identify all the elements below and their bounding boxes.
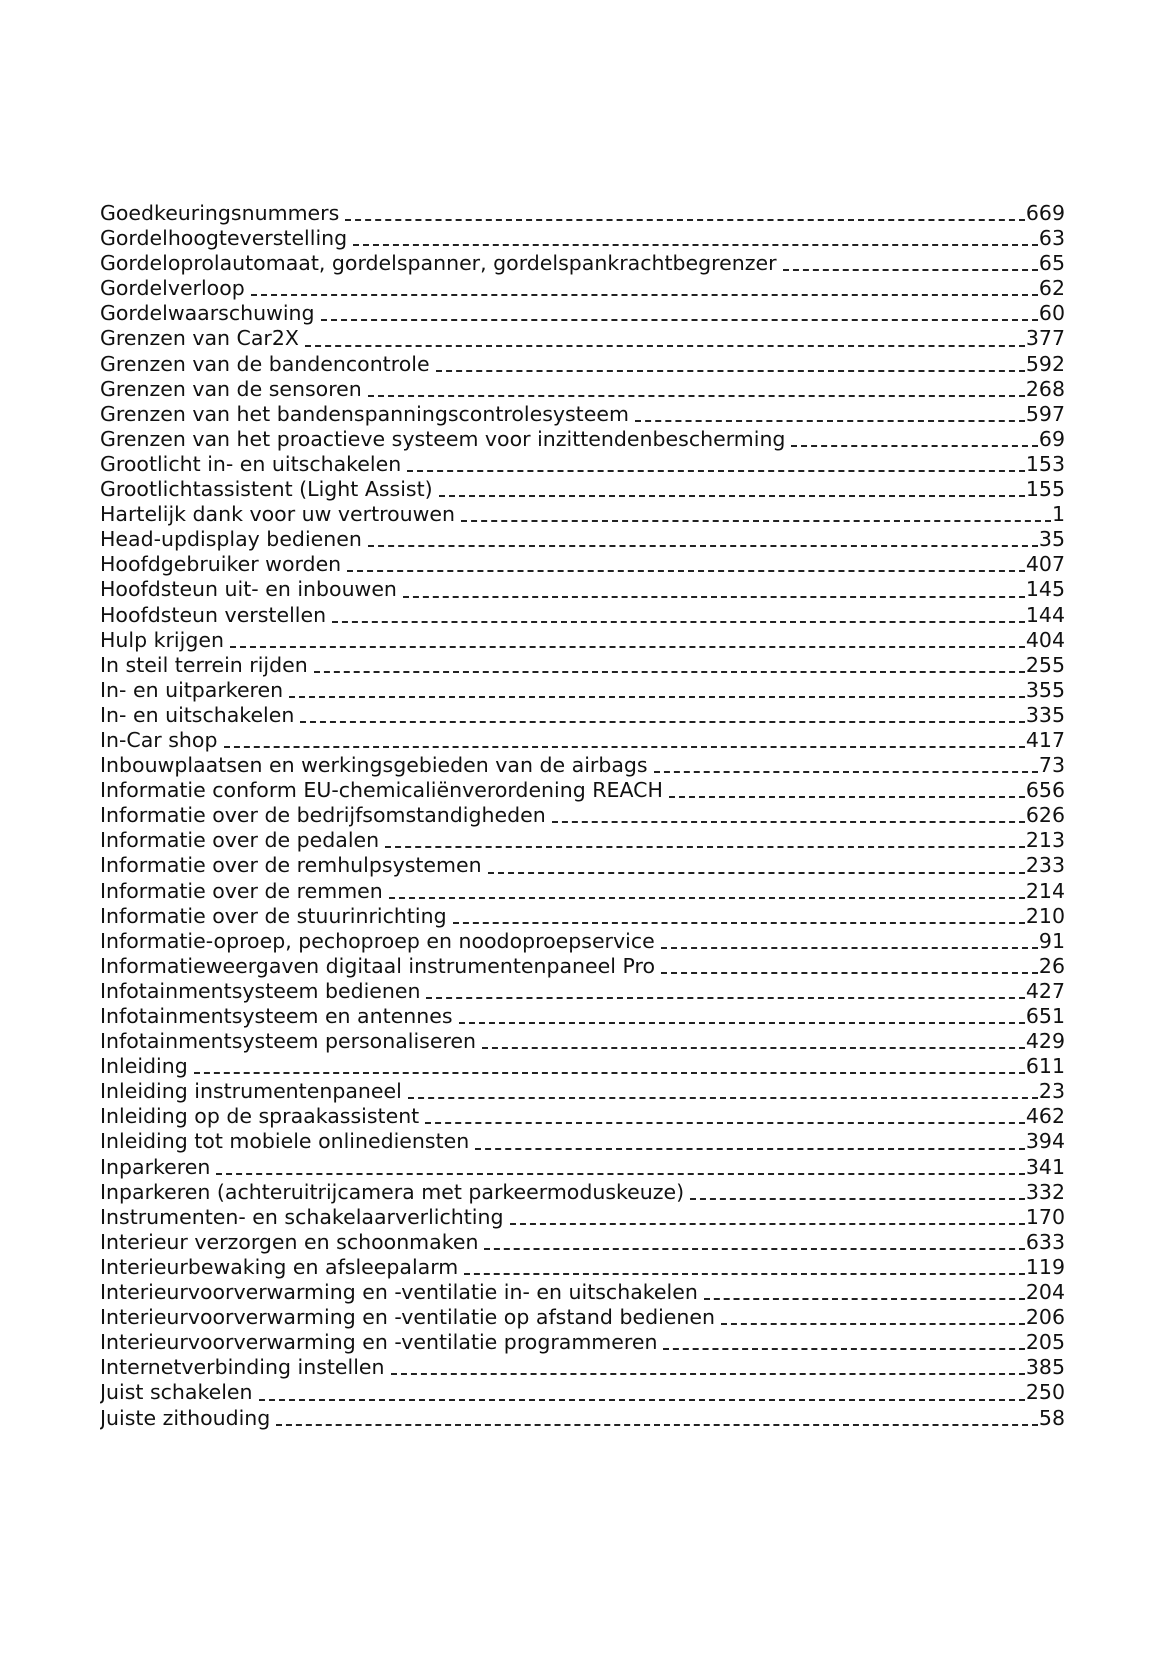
index-entry[interactable] <box>100 377 1065 402</box>
entry-page: 1 <box>1051 502 1065 527</box>
entry-page: 145 <box>1025 577 1065 602</box>
entry-page: 656 <box>1025 778 1065 803</box>
dot-leader <box>654 770 1038 773</box>
entry-term: Infotainmentsysteem en antennes <box>100 1004 453 1028</box>
dot-leader <box>783 268 1038 271</box>
entry-term: Hoofdsteun uit- en inbouwen <box>100 577 397 602</box>
index-entry[interactable] <box>100 1129 1065 1154</box>
entry-term: Gordelwaarschuwing <box>100 301 315 326</box>
index-entry[interactable] <box>100 276 1065 301</box>
entry-term: Inbouwplaatsen en werkingsgebieden van de airbags <box>100 753 648 778</box>
entry-term: Informatie conform EU-chemicaliënverordening REACH <box>100 778 663 803</box>
entry-page: 268 <box>1025 376 1065 401</box>
dot-leader <box>552 820 1025 823</box>
dot-leader <box>194 1071 1025 1074</box>
entry-term: Gordeloprolautomaat, gordelspanner, gordelspankrachtbegrenzer <box>100 251 777 276</box>
dot-leader <box>321 318 1038 321</box>
entry-page: 633 <box>1025 1229 1065 1254</box>
entry-page: 73 <box>1038 753 1065 778</box>
dot-leader <box>661 946 1038 949</box>
entry-page: 119 <box>1025 1254 1065 1279</box>
dot-leader <box>453 921 1025 924</box>
entry-page: 377 <box>1025 326 1065 351</box>
dot-leader <box>459 1021 1025 1024</box>
dot-leader <box>216 1172 1024 1175</box>
entry-term: Goedkeuringsnummers <box>100 201 340 225</box>
entry-term: In- en uitparkeren <box>100 677 284 702</box>
entry-term: Interieurvoorverwarming en -ventilatie in- en uitschakelen <box>100 1280 698 1305</box>
index-entry[interactable] <box>100 1155 1065 1180</box>
entry-term: Interieurvoorverwarming en -ventilatie op afstand bedienen <box>100 1305 715 1330</box>
entry-term: In steil terrein rijden <box>100 652 308 677</box>
entry-term: Informatieweergaven digitaal instrumentenpaneel Pro <box>100 953 655 978</box>
entry-page: 23 <box>1038 1079 1065 1104</box>
entry-page: 626 <box>1025 803 1065 828</box>
entry-term: Grenzen van de sensoren <box>100 376 362 401</box>
entry-term: In- en uitschakelen <box>100 702 295 727</box>
index-entry[interactable] <box>100 728 1065 753</box>
index-entry[interactable] <box>100 929 1065 954</box>
entry-page: 210 <box>1025 903 1065 928</box>
dot-leader <box>332 620 1025 623</box>
entry-term: Grenzen van de bandencontrole <box>100 351 430 376</box>
entry-term: Hoofdsteun verstellen <box>100 602 327 627</box>
entry-page: 58 <box>1038 1405 1065 1430</box>
entry-term: Informatie over de remmen <box>100 878 383 903</box>
entry-page: 233 <box>1025 853 1065 878</box>
entry-page: 65 <box>1038 251 1065 276</box>
entry-page: 385 <box>1025 1355 1065 1380</box>
entry-page: 60 <box>1038 301 1065 326</box>
index-list <box>100 201 1065 1431</box>
dot-leader <box>436 369 1025 372</box>
index-entry[interactable] <box>100 904 1065 929</box>
index-entry[interactable] <box>100 352 1065 377</box>
index-entry[interactable] <box>100 628 1065 653</box>
entry-page: 417 <box>1025 727 1065 752</box>
index-entry[interactable] <box>100 226 1065 251</box>
dot-leader <box>425 1121 1025 1124</box>
dot-leader <box>224 745 1025 748</box>
entry-page: 35 <box>1038 527 1065 552</box>
entry-term: Grenzen van Car2X <box>100 326 299 351</box>
entry-term: Grenzen van het proactieve systeem voor inzittendenbescherming <box>100 426 786 451</box>
index-entry[interactable] <box>100 502 1065 527</box>
entry-page: 91 <box>1038 928 1065 953</box>
dot-leader <box>408 1096 1038 1099</box>
dot-leader <box>368 544 1038 547</box>
entry-term: Grootlicht in- en uitschakelen <box>100 451 402 476</box>
entry-page: 335 <box>1025 702 1065 727</box>
dot-leader <box>259 1398 1025 1401</box>
dot-leader <box>353 243 1038 246</box>
index-entry[interactable] <box>100 1205 1065 1230</box>
index-entry[interactable] <box>100 552 1065 577</box>
index-entry[interactable] <box>100 678 1065 703</box>
dot-leader <box>385 845 1025 848</box>
index-entry[interactable] <box>100 1406 1065 1431</box>
index-entry[interactable] <box>100 1355 1065 1380</box>
entry-page: 611 <box>1025 1054 1065 1079</box>
dot-leader <box>391 1372 1025 1375</box>
entry-page: 214 <box>1025 878 1065 903</box>
dot-leader <box>661 971 1038 974</box>
index-entry[interactable] <box>100 577 1065 602</box>
index-entry[interactable] <box>100 703 1065 728</box>
entry-term: Informatie over de bedrijfsomstandigheden <box>100 803 546 828</box>
entry-page: 592 <box>1025 351 1065 376</box>
entry-page: 394 <box>1025 1129 1065 1154</box>
dot-leader <box>345 218 1025 221</box>
index-entry[interactable] <box>100 753 1065 778</box>
index-entry[interactable] <box>100 1330 1065 1355</box>
dot-leader <box>482 1046 1025 1049</box>
index-entry[interactable] <box>100 603 1065 628</box>
entry-page: 332 <box>1025 1179 1065 1204</box>
index-entry[interactable] <box>100 427 1065 452</box>
entry-page: 355 <box>1025 677 1065 702</box>
dot-leader <box>347 569 1025 572</box>
entry-page: 404 <box>1025 627 1065 652</box>
entry-page: 462 <box>1025 1104 1065 1129</box>
dot-leader <box>407 469 1025 472</box>
entry-term: Inleiding instrumentenpaneel <box>100 1079 402 1104</box>
index-entry[interactable] <box>100 853 1065 878</box>
entry-term: Interieurvoorverwarming en -ventilatie programmeren <box>100 1330 658 1355</box>
index-entry[interactable] <box>100 1104 1065 1129</box>
dot-leader <box>464 1272 1025 1275</box>
dot-leader <box>314 670 1025 673</box>
index-entry[interactable] <box>100 1079 1065 1104</box>
entry-page: 69 <box>1038 426 1065 451</box>
dot-leader <box>635 419 1025 422</box>
dot-leader <box>403 595 1025 598</box>
index-entry[interactable] <box>100 1305 1065 1330</box>
entry-term: Informatie over de remhulpsystemen <box>100 853 482 878</box>
dot-leader <box>368 394 1025 397</box>
entry-term: Grenzen van het bandenspanningscontrolesysteem <box>100 401 629 426</box>
dot-leader <box>488 871 1025 874</box>
entry-term: Juist schakelen <box>100 1380 253 1405</box>
dot-leader <box>663 1347 1024 1350</box>
index-entry[interactable] <box>100 477 1065 502</box>
entry-page: 341 <box>1025 1154 1065 1179</box>
entry-page: 669 <box>1025 201 1065 225</box>
index-entry[interactable] <box>100 1255 1065 1280</box>
entry-term: Inparkeren <box>100 1154 211 1179</box>
dot-leader <box>426 996 1024 999</box>
dot-leader <box>305 344 1025 347</box>
index-entry[interactable] <box>100 452 1065 477</box>
dot-leader <box>276 1423 1038 1426</box>
entry-term: Informatie over de stuurinrichting <box>100 903 447 928</box>
index-entry[interactable] <box>100 402 1065 427</box>
entry-term: Grootlichtassistent (Light Assist) <box>100 477 433 502</box>
dot-leader <box>461 519 1051 522</box>
dot-leader <box>484 1247 1024 1250</box>
entry-page: 255 <box>1025 652 1065 677</box>
index-entry[interactable] <box>100 201 1065 226</box>
entry-term: Informatie over de pedalen <box>100 828 380 853</box>
index-entry[interactable] <box>100 1004 1065 1029</box>
entry-page: 429 <box>1025 1029 1065 1054</box>
index-entry[interactable] <box>100 828 1065 853</box>
index-entry[interactable] <box>100 979 1065 1004</box>
entry-term: Juiste zithouding <box>100 1405 271 1430</box>
dot-leader <box>721 1322 1025 1325</box>
index-entry[interactable] <box>100 527 1065 552</box>
index-entry[interactable] <box>100 1380 1065 1405</box>
entry-page: 206 <box>1025 1305 1065 1330</box>
entry-term: Infotainmentsysteem personaliseren <box>100 1029 477 1054</box>
index-entry[interactable] <box>100 803 1065 828</box>
entry-term: Head-updisplay bedienen <box>100 527 362 552</box>
entry-page: 144 <box>1025 602 1065 627</box>
dot-leader <box>690 1197 1025 1200</box>
entry-term: Instrumenten- en schakelaarverlichting <box>100 1204 504 1229</box>
dot-leader <box>300 720 1024 723</box>
entry-page: 597 <box>1025 401 1065 426</box>
entry-term: Infotainmentsysteem bedienen <box>100 978 421 1003</box>
index-entry[interactable] <box>100 778 1065 803</box>
index-entry[interactable] <box>100 301 1065 326</box>
entry-term: Inleiding op de spraakassistent <box>100 1104 420 1129</box>
dot-leader <box>791 444 1037 447</box>
entry-page: 170 <box>1025 1204 1065 1229</box>
index-entry[interactable] <box>100 1230 1065 1255</box>
entry-page: 213 <box>1025 828 1065 853</box>
entry-page: 407 <box>1025 552 1065 577</box>
entry-term: Gordelverloop <box>100 276 245 301</box>
entry-term: Interieurbewaking en afsleepalarm <box>100 1254 459 1279</box>
entry-page: 155 <box>1025 477 1065 502</box>
index-entry[interactable] <box>100 879 1065 904</box>
entry-page: 250 <box>1025 1380 1065 1405</box>
entry-term: Hulp krijgen <box>100 627 224 652</box>
entry-page: 204 <box>1025 1280 1065 1305</box>
dot-leader <box>251 293 1038 296</box>
dot-leader <box>439 494 1025 497</box>
entry-term: Inleiding tot mobiele onlinediensten <box>100 1129 470 1154</box>
entry-term: Informatie-oproep, pechoproep en noodoproepservice <box>100 928 655 953</box>
dot-leader <box>389 896 1025 899</box>
index-entry[interactable] <box>100 1180 1065 1205</box>
entry-page: 62 <box>1038 276 1065 301</box>
entry-term: Inleiding <box>100 1054 188 1079</box>
entry-page: 651 <box>1025 1004 1065 1028</box>
index-entry[interactable] <box>100 653 1065 678</box>
index-entry[interactable] <box>100 1054 1065 1079</box>
entry-page: 153 <box>1025 451 1065 476</box>
dot-leader <box>669 795 1025 798</box>
entry-page: 26 <box>1038 953 1065 978</box>
entry-term: Internetverbinding instellen <box>100 1355 385 1380</box>
entry-term: Inparkeren (achteruitrijcamera met parkeermoduskeuze) <box>100 1179 685 1204</box>
index-entry[interactable] <box>100 1029 1065 1054</box>
entry-page: 427 <box>1025 978 1065 1003</box>
entry-page: 63 <box>1038 226 1065 251</box>
entry-term: In-Car shop <box>100 727 218 752</box>
index-entry[interactable] <box>100 954 1065 979</box>
entry-term: Hartelijk dank voor uw vertrouwen <box>100 502 456 527</box>
index-entry[interactable] <box>100 251 1065 276</box>
dot-leader <box>475 1147 1025 1150</box>
dot-leader <box>230 645 1025 648</box>
dot-leader <box>510 1222 1025 1225</box>
entry-term: Hoofdgebruiker worden <box>100 552 342 577</box>
index-entry[interactable] <box>100 326 1065 351</box>
dot-leader <box>704 1297 1025 1300</box>
entry-term: Gordelhoogteverstelling <box>100 226 348 251</box>
entry-page: 205 <box>1025 1330 1065 1355</box>
dot-leader <box>289 695 1025 698</box>
entry-term: Interieur verzorgen en schoonmaken <box>100 1229 479 1254</box>
index-entry[interactable] <box>100 1280 1065 1305</box>
